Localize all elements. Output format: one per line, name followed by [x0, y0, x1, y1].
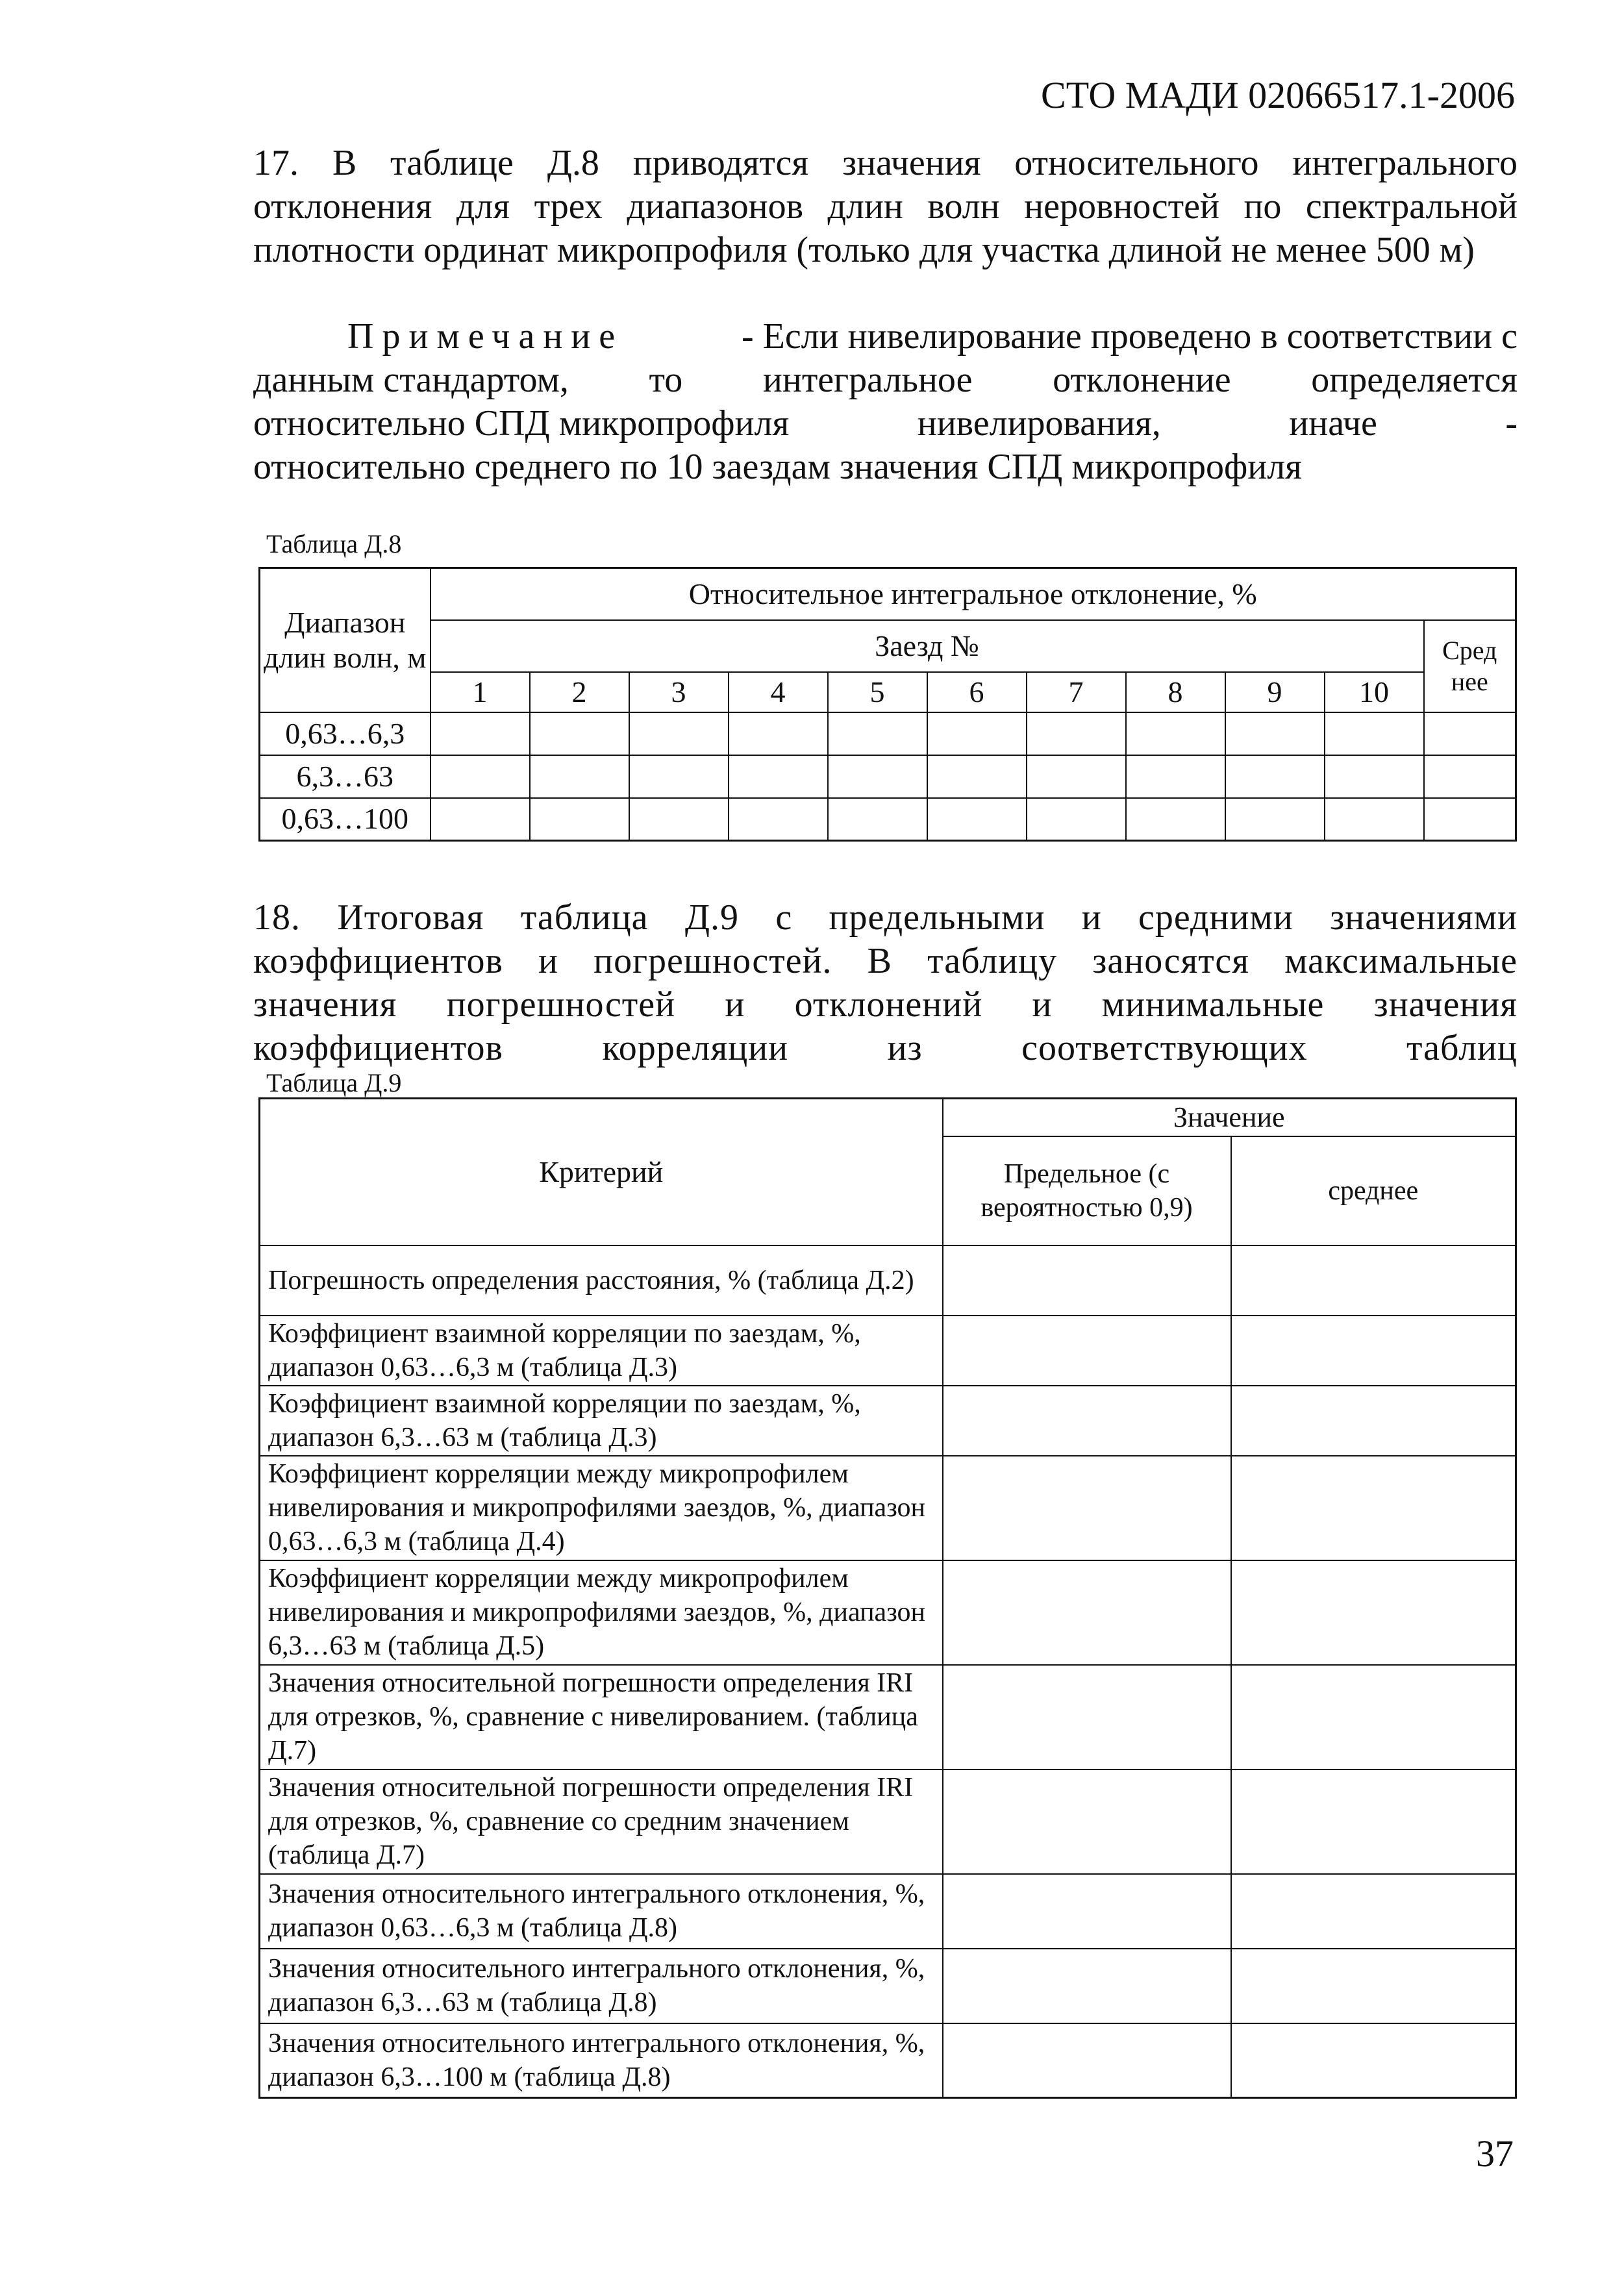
run-number: 10: [1325, 672, 1424, 712]
runs-header: Заезд №: [431, 620, 1424, 672]
run-number: 8: [1126, 672, 1225, 712]
table-row: [260, 2023, 1516, 2098]
value-header: Значение: [943, 1099, 1516, 1136]
criterion-cell: Коэффициент взаимной корреляции по заездам, %, диапазон 6,3…63 м (таблица Д.3): [260, 1386, 943, 1456]
criterion-cell: Коэффициент взаимной корреляции по заездам, %, диапазон 0,63…6,3 м (таблица Д.3): [260, 1316, 943, 1386]
avg-header: среднее: [1231, 1136, 1516, 1245]
run-number: 4: [729, 672, 828, 712]
note-word: относительно СПД микропрофиля: [253, 403, 790, 444]
criterion-cell: Значения относительной погрешности определения IRI для отрезков, %, сравнение с нивелированием. (таблица Д.7): [260, 1665, 943, 1769]
note-word: -: [1505, 403, 1518, 444]
run-number: 2: [530, 672, 629, 712]
table-row: [260, 1949, 1516, 2023]
run-number: 7: [1027, 672, 1126, 712]
table-row: [260, 755, 1516, 798]
table-row: [260, 712, 1516, 755]
table-row: [260, 1386, 1516, 1456]
table-d8: [258, 567, 1517, 842]
table-d8-caption: Таблица Д.8: [266, 529, 402, 558]
note-word: нивелирования,: [917, 403, 1161, 444]
document-code-header: СТО МАДИ 02066517.1-2006: [1041, 74, 1515, 116]
run-number: 1: [431, 672, 530, 712]
note-line-1: [253, 315, 1518, 358]
page-number: 37: [1476, 2132, 1514, 2175]
note-line-1-rest: - Если нивелирование проведено в соответствии с: [741, 316, 1518, 356]
note-line-2: [253, 358, 1518, 402]
group-header: Относительное интегральное отклонение, %: [431, 568, 1516, 620]
criterion-cell: Погрешность определения расстояния, % (таблица Д.2): [260, 1245, 943, 1316]
table-row: [260, 1456, 1516, 1560]
criterion-cell: Коэффициент корреляции между микропрофилем нивелирования и микропрофилями заездов, %, диапазон 0,63…6,3 м (таблица Д.4): [260, 1456, 943, 1560]
run-number: 9: [1225, 672, 1325, 712]
limit-header: Предельное (с вероятностью 0,9): [943, 1136, 1231, 1245]
range-cell: 6,3…63: [260, 755, 431, 798]
table-d9: [258, 1097, 1517, 2099]
table-row: [260, 1245, 1516, 1316]
paragraph-18: 18. Итоговая таблица Д.9 с предельными и средними значениями коэффициентов и погрешностей. В таблицу заносятся максимальные значения погрешностей и отклонений и минимальные значения коэффициентов корреляции из соответствующих таблиц: [253, 897, 1518, 1068]
note-line-3: [253, 402, 1518, 445]
criterion-cell: Значения относительной погрешности определения IRI для отрезков, %, сравнение со средним значением (таблица Д.7): [260, 1769, 943, 1874]
note-word: отклонение: [1053, 360, 1231, 400]
table-row: [260, 798, 1516, 841]
paragraph-17: 17. В таблице Д.8 приводятся значения относительного интегрального отклонения для трех диапазонов длин волн неровностей по спектральной плотности ординат микропрофиля (только для участка длиной не менее 500 м): [253, 143, 1518, 270]
note-word: интегральное: [762, 360, 973, 400]
note-word: определяется: [1311, 360, 1518, 400]
avg-header: Сред нее: [1424, 620, 1516, 712]
criterion-cell: Значения относительного интегрального отклонения, %, диапазон 6,3…63 м (таблица Д.8): [260, 1949, 943, 2023]
range-cell: 0,63…100: [260, 798, 431, 841]
criterion-header: Критерий: [260, 1099, 943, 1245]
table-row: [260, 1665, 1516, 1769]
run-number: 6: [927, 672, 1027, 712]
table-row: [260, 1769, 1516, 1874]
note-word: иначе: [1289, 403, 1377, 444]
range-cell: 0,63…6,3: [260, 712, 431, 755]
table-row: [260, 1560, 1516, 1665]
note-word: данным стандартом,: [253, 360, 569, 400]
criterion-cell: Коэффициент корреляции между микропрофилем нивелирования и микропрофилями заездов, %, диапазон 6,3…63 м (таблица Д.5): [260, 1560, 943, 1665]
run-number: 5: [828, 672, 927, 712]
criterion-cell: Значения относительного интегрального отклонения, %, диапазон 0,63…6,3 м (таблица Д.8): [260, 1874, 943, 1949]
table-d9-caption: Таблица Д.9: [266, 1068, 402, 1097]
table-row: [260, 1874, 1516, 1949]
note-word: то: [649, 360, 683, 400]
note-label: Примечание: [347, 316, 624, 356]
criterion-cell: Значения относительного интегрального отклонения, %, диапазон 6,3…100 м (таблица Д.8): [260, 2023, 943, 2098]
range-header: Диапазон длин волн, м: [260, 568, 431, 712]
run-number: 3: [629, 672, 729, 712]
table-row: [260, 1316, 1516, 1386]
note-line-4: относительно среднего по 10 заездам значения СПД микропрофиля: [253, 447, 1302, 487]
